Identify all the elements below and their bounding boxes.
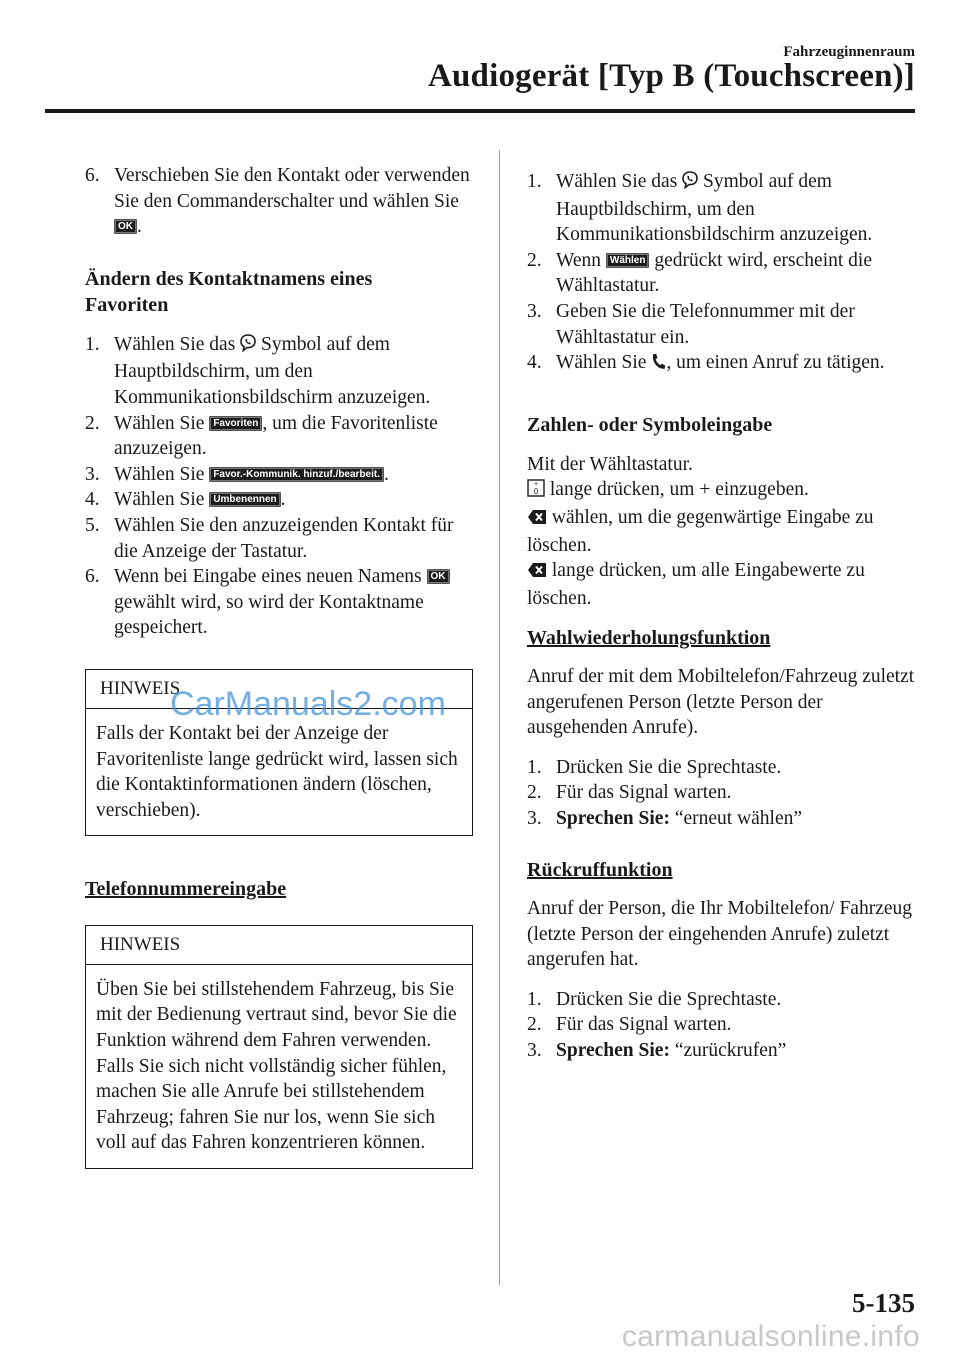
zero-plus-key-icon: [527, 479, 545, 505]
list-item: 4. Wählen Sie , um einen Anruf zu tätigen.: [527, 350, 919, 378]
note-text: Üben Sie bei stillstehendem Fahrzeug, bis Sie mit der Bedienung vertraut sind, bevor Sie die Funktion während dem Fahren verwenden. Falls Sie sich nicht vollständig sicher fühlen, machen Sie alle Anrufe bei stillstehendem Fahrzeug; fahren Sie nur los, wenn Sie sich voll auf das Fahren konzentrieren können.: [96, 978, 457, 1154]
symbol-line: wählen, um die gegenwärtige Eingabe zu löschen.: [527, 506, 874, 556]
page-number: 5-135: [852, 1288, 915, 1318]
right-column: [527, 169, 919, 1064]
umbenennen-button: Umbenennen: [209, 492, 280, 507]
delete-key-icon: [527, 507, 547, 533]
heading-redial: Wahlwiederholungsfunktion: [527, 627, 771, 650]
list-item: 5. Wählen Sie den anzuzeigenden Kontakt für die Anzeige der Tastatur.: [85, 514, 454, 562]
list-item: 2. Für das Signal warten.: [527, 782, 732, 804]
waehlen-button: Wählen: [606, 253, 650, 268]
column-divider: [499, 150, 500, 1285]
redial-step-list: [527, 755, 919, 832]
watermark: CarManuals2.com: [170, 685, 446, 723]
list-item: 1. Wählen Sie das Symbol auf dem Hauptbildschirm, um den Kommunikationsbildschirm anzuzeigen.: [85, 333, 431, 408]
left-column: [85, 163, 477, 1169]
communication-icon: [240, 334, 256, 360]
ok-button: OK: [114, 219, 137, 234]
list-item: 4. Wählen Sie Umbenennen .: [85, 489, 286, 511]
note-label: HINWEIS: [86, 926, 472, 965]
delete-key-icon: [527, 560, 547, 586]
heading-symbol-entry: Zahlen- oder Symboleingabe: [527, 413, 773, 436]
heading-callback: Rückruffunktion: [527, 859, 673, 882]
rename-step-list: [85, 332, 477, 641]
favor-kommunik-edit-button: Favor.-Kommunik. hinzuf./bearbeit.: [209, 467, 384, 482]
footer-url[interactable]: carmanualsonline.info: [621, 1320, 920, 1353]
heading-phone-entry: Telefonnummereingabe: [85, 878, 287, 901]
heading-rename-favorite: Ändern des Kontaktnamens eines Favoriten: [85, 267, 373, 316]
list-item: 3. Geben Sie die Telefonnummer mit der Wähltastatur ein.: [527, 300, 855, 348]
redial-description: Anruf der mit dem Mobiltelefon/Fahrzeug zuletzt angerufenen Person (letzte Person der ausgehenden Anrufe).: [527, 665, 915, 739]
list-item: 2. Wenn Wählen gedrückt wird, erscheint die Wähltastatur.: [527, 249, 872, 297]
symbols-intro: Mit der Wähltastatur.: [527, 453, 693, 475]
list-item: 2. Für das Signal warten.: [527, 1014, 732, 1036]
communication-icon: [682, 171, 698, 197]
list-item: 2. Wählen Sie Favoriten , um die Favoritenliste anzuzeigen.: [85, 412, 438, 460]
list-item: 3. Sprechen Sie: “erneut wählen”: [527, 807, 803, 829]
page-title: Audiogerät [Typ B (Touchscreen)]: [427, 58, 915, 94]
note-box: [85, 925, 473, 1169]
phone-entry-step-list: [527, 169, 919, 378]
continued-step-list: [85, 163, 477, 240]
phone-handset-icon: [651, 352, 666, 378]
note-label: HINWEIS: [86, 670, 472, 709]
list-item: 1. Drücken Sie die Sprechtaste.: [527, 756, 782, 778]
list-item: 3. Wählen Sie Favor.-Kommunik. hinzuf./bearbeit. .: [85, 463, 389, 485]
ok-button: OK: [427, 569, 450, 584]
section-label: Fahrzeuginnenraum: [783, 44, 915, 60]
list-item: 6. Wenn bei Eingabe eines neuen Namens OK gewählt wird, so wird der Kontaktname gespeichert.: [85, 564, 477, 641]
list-item: 1. Wählen Sie das Symbol auf dem Hauptbildschirm, um den Kommunikationsbildschirm anzuzeigen.: [527, 171, 873, 246]
callback-step-list: [527, 987, 919, 1064]
header-rule: [45, 109, 915, 113]
favoriten-button: Favoriten: [209, 416, 262, 431]
list-item: 3. Sprechen Sie: “zurückrufen”: [527, 1040, 787, 1062]
note-text: Falls der Kontakt bei der Anzeige der Favoritenliste lange gedrückt wird, lassen sich die Kontaktinformationen ändern (löschen, verschieben).: [96, 722, 458, 821]
svg-text:0: 0: [533, 487, 539, 497]
list-item: 1. Drücken Sie die Sprechtaste.: [527, 988, 782, 1010]
svg-text:+: +: [533, 481, 539, 489]
symbol-line: lange drücken, um alle Eingabewerte zu löschen.: [527, 560, 865, 609]
list-item: 6. Verschieben Sie den Kontakt oder verwenden Sie den Commanderschalter und wählen Sie OK .: [85, 165, 470, 238]
symbol-line: + 0 lange drücken, um + einzugeben.: [527, 477, 919, 505]
callback-description: Anruf der Person, die Ihr Mobiltelefon/ Fahrzeug (letzte Person der eingehenden Anrufe) zuletzt angerufen hat.: [527, 898, 913, 971]
